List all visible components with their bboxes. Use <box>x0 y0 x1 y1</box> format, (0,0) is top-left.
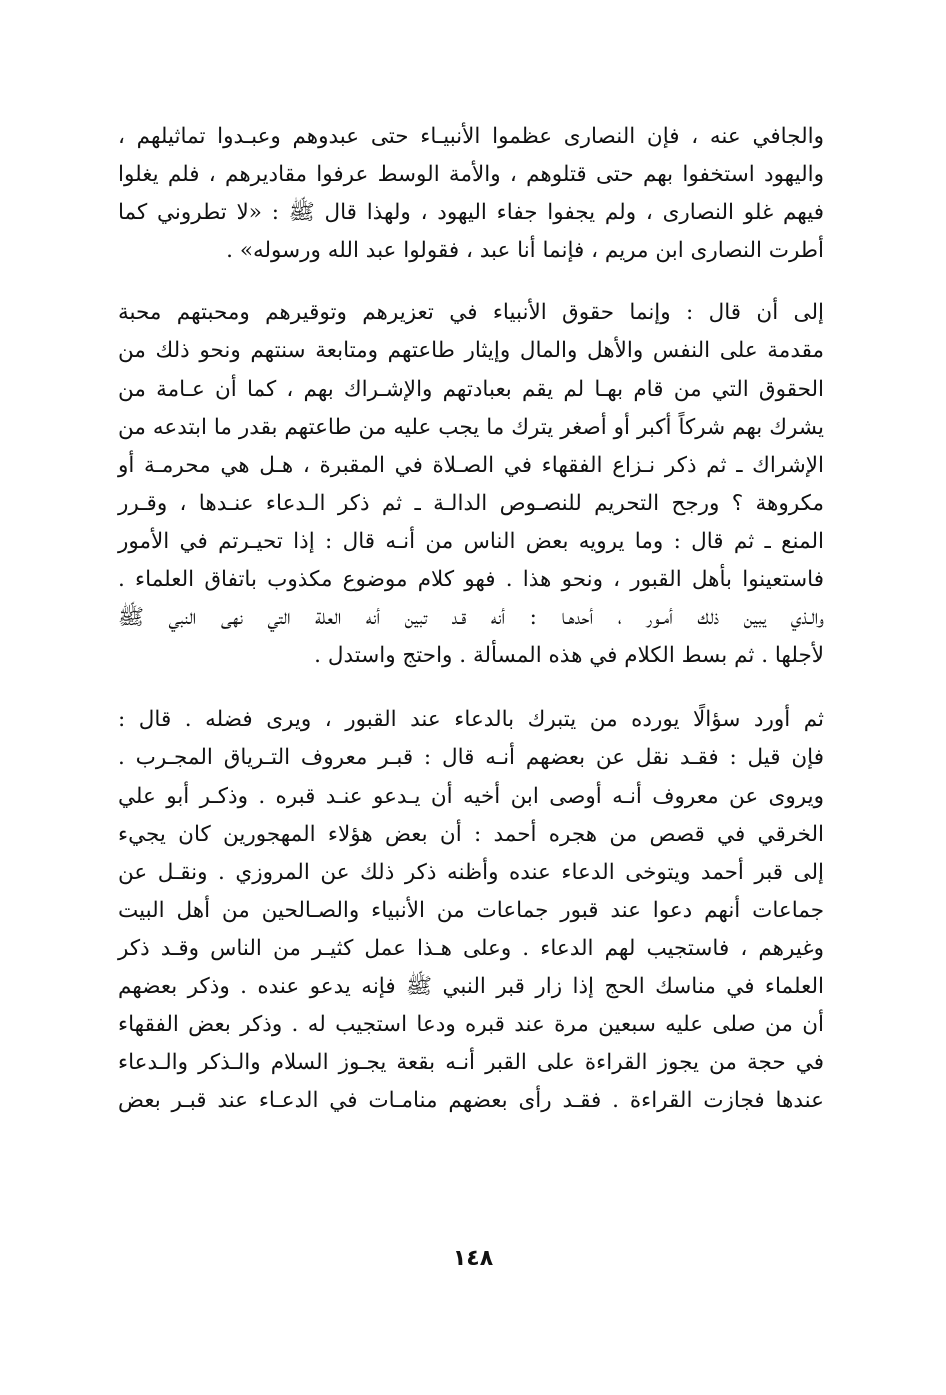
page-body <box>118 118 824 1120</box>
text-line: ثم أورد سؤالًا يورده من يتبرك بالدعاء عند القبور ، ويرى فضله . قال : <box>118 707 824 733</box>
text-line: مكروهة ؟ ورجح التحريم للنصـوص الدالـة ـ ثم ذكر الـدعاء عنـدها ، وقـرر <box>118 490 824 516</box>
text-line: لأجلها . ثم بسط الكلام في هذه المسألة . واحتج واستدل . <box>314 643 824 669</box>
text-line: والجافي عنه ، فإن النصارى عظموا الأنبيـاء حتى عبدوهم وعبـدوا تماثيلهم ، <box>118 124 824 149</box>
text-line: فيهم غلو النصارى ، ولم يجفوا جفاء اليهود ، ولهذا قال ﷺ : «لا تطروني كما <box>118 200 824 226</box>
text-line: والـذي يبين ذلك أمـور ، أحدهـا : أنه قـد تبين أنه العلة التي نهى النبي ﷺ <box>118 605 824 631</box>
text-line: مقدمة على النفس والأهل والمال وإيثار طاعتهم ومتابعة سنتهم ونحو ذلك من <box>118 338 824 364</box>
paragraph-2 <box>118 294 824 675</box>
text-line: فاستعينوا بأهل القبور ، ونحو هذا . فهو كلام موضوع مكذوب باتفاق العلماء . <box>118 567 824 593</box>
paragraph-3 <box>118 701 824 1120</box>
text-line: وغيرهم ، فاستجيب لهم الدعاء . وعلى هـذا عمل كثيـر من الناس وقـد ذكر <box>118 935 824 961</box>
text-line: أطرت النصارى ابن مريم ، فإنما أنا عبد ، فقولوا عبد الله ورسوله» . <box>226 238 824 264</box>
text-line: أن من صلى عليه سبعين مرة عند قبره ودعا استجيب له . وذكر بعض الفقهاء <box>118 1012 824 1038</box>
text-line: في حجة من يجوز القراءة على القبر أنـه بقعة يجـوز السلام والـذكر والـدعاء <box>118 1050 824 1076</box>
text-line: ويروى عن معروف أنـه أوصى ابن أخيه أن يـدعو عنـد قبره . وذكـر أبو علي <box>118 783 824 809</box>
paragraph-1 <box>118 118 824 270</box>
text-line: فإن قيل : فقـد نقل عن بعضهم أنـه قال : قبـر معروف التـرياق المجـرب . <box>118 745 824 771</box>
text-line: الإشراك ـ ثم ذكر نـزاع الفقهاء في الصـلاة في المقبرة ، هـل هي محرمـة أو <box>118 452 824 478</box>
text-line: يشرك بهم شركاً أكبر أو أصغر يترك ما يجب عليه من طاعتهم بقدر ما ابتدعه من <box>118 414 824 440</box>
text-line: المنع ـ ثم قال : وما يرويه بعض الناس من أنـه قال : إذا تحيـرتم في الأمور <box>118 528 824 554</box>
text-line: الخرقي في قصص من هجره أحمد : أن بعض هؤلاء المهجورين كان يجيء <box>118 821 824 847</box>
text-line: جماعات أنهم دعوا عند قبور جماعات من الأنبياء والصـالحين من أهل البيت <box>118 897 824 923</box>
text-line: العلماء في مناسك الحج إذا زار قبر النبي ﷺ فإنه يدعو عنده . وذكر بعضهم <box>118 973 825 999</box>
text-line: إلى أن قال : وإنما حقوق الأنبياء في تعزيرهم وتوقيرهم ومحبتهم محبة <box>118 300 824 326</box>
text-line: الحقوق التي من قام بهـا لم يقم بعبادتهم والإشـراك بهم ، كما أن عـامة من <box>118 376 824 402</box>
text-line: إلى قبر أحمد ويتوخى الدعاء عنده وأظنه ذكر ذلك عن المروزي . ونقـل عن <box>118 859 824 885</box>
text-line: عندها فجازت القراءة . فقـد رأى بعضهم منامـات في الدعـاء عند قبـر بعض <box>118 1088 824 1114</box>
page-number: ١٤٨ <box>452 1246 494 1271</box>
text-line: واليهود استخفوا بهم حتى قتلوهم ، والأمة الوسط عرفوا مقاديرهم ، فلم يغلوا <box>118 162 824 188</box>
